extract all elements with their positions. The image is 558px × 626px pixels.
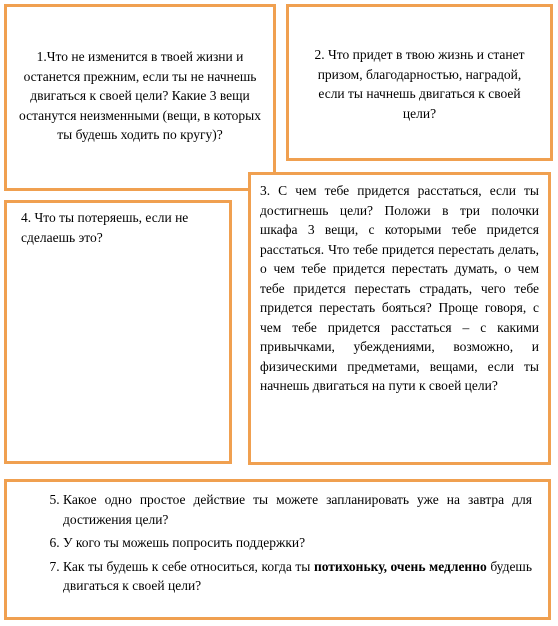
- question-2-text: 2. Что придет в твою жизнь и станет призом, благодарностью, наградой, если ты начнешь двигаться к своей цели?: [314, 47, 525, 121]
- question-1-text: 1.Что не изменится в твоей жизни и останется прежним, если ты не начнешь двигаться к своей цели? Какие 3 вещи останутся неизменными (вещи, в которых ты будешь ходить по кругу)?: [19, 49, 261, 142]
- question-box-1: [4, 4, 276, 191]
- questions-list: [7, 490, 532, 596]
- question-4-text: 4. Что ты потеряешь, если не сделаешь это?: [21, 210, 189, 245]
- list-item-7: [63, 557, 532, 596]
- question-7-bold-text: потихоньку, очень медленно: [313, 558, 487, 574]
- question-box-2: [286, 4, 553, 161]
- question-7-text-before: Как ты будешь к себе относиться, когда ты: [63, 558, 314, 574]
- list-item-5: [63, 490, 532, 529]
- question-box-3: [248, 172, 551, 465]
- question-7-text-after: будешь двигаться к своей цели?: [63, 558, 532, 593]
- questions-list-box: [4, 479, 551, 620]
- question-5-text: Какое одно простое действие ты можете запланировать уже на завтра для достижения цели?: [63, 492, 532, 527]
- question-6-text: У кого ты можешь попросить поддержки?: [63, 535, 306, 550]
- question-3-text: 3. С чем тебе придется расстаться, если ты достигнешь цели? Положи в три полочки шкафа 3 вещи, с которыми тебе придется расстаться. Что тебе придется перестать делать, о чем тебе придется перестать думать, о чем тебе придется перестать страдать, чего тебе придется перестать бояться? Проще говоря, с чем тебе придется расстаться – с какими привычками, убеждениями, возможно, и физическими предметами, вещами, если ты начнешь двигаться на пути к своей цели?: [260, 183, 539, 393]
- question-box-4: [4, 200, 232, 464]
- list-item-6: [63, 533, 532, 553]
